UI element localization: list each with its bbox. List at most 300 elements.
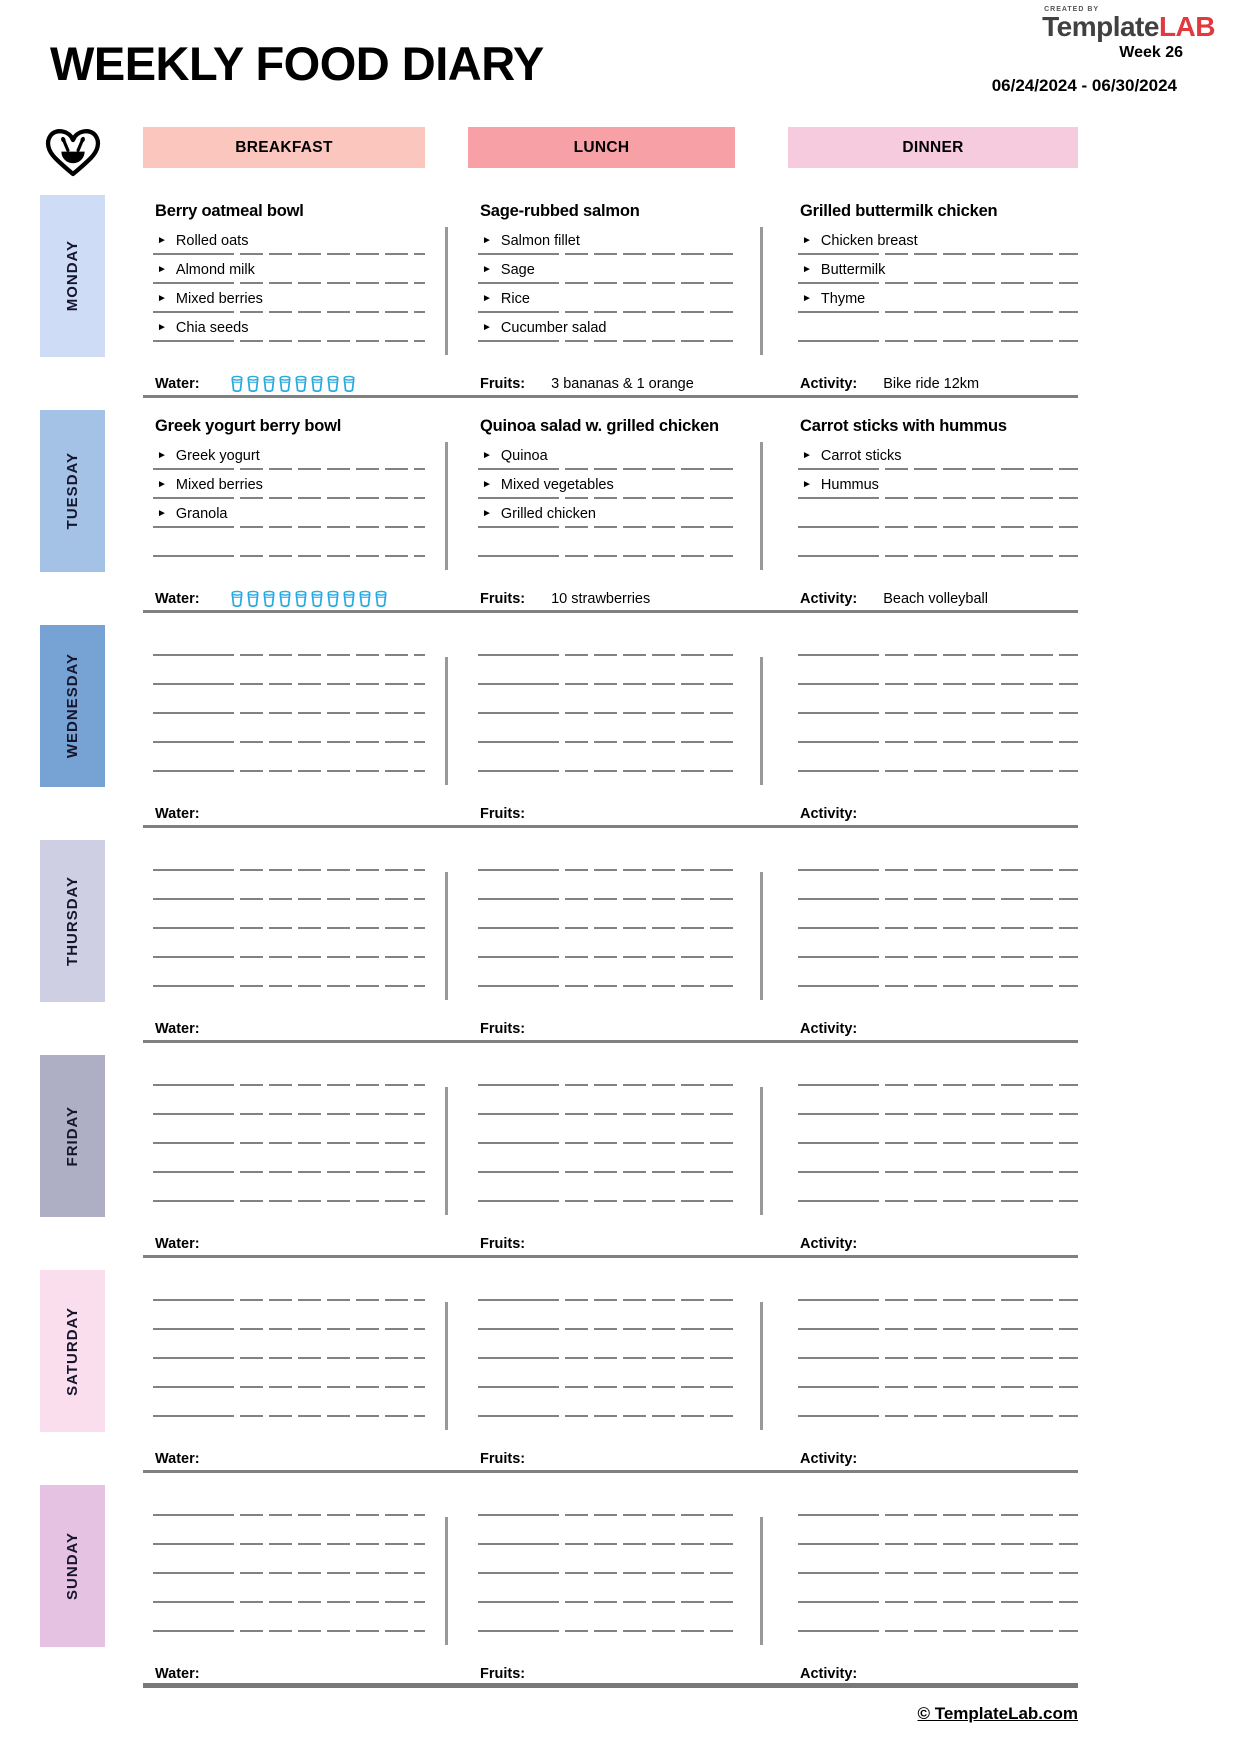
column-divider [445, 872, 448, 1000]
bullet-icon: ► [157, 449, 167, 461]
column-header-row [40, 127, 1078, 168]
meal-entry-line[interactable] [800, 226, 1078, 255]
meal-item: Granola [175, 505, 228, 522]
day-label: SUNDAY [64, 1532, 81, 1600]
day-row-tuesday [40, 398, 1078, 613]
day-row-monday [40, 183, 1078, 398]
meal-entry-line[interactable] [155, 499, 425, 528]
breakfast-cell [143, 197, 425, 355]
meal-entry-line[interactable] [480, 929, 735, 958]
water-glass-icon [310, 590, 324, 608]
water-glass-icon [342, 590, 356, 608]
meal-entry-line[interactable] [155, 1330, 425, 1359]
blank-entry-line[interactable] [480, 842, 735, 871]
meal-entry-line[interactable] [480, 1359, 735, 1388]
day-label: SATURDAY [64, 1306, 81, 1396]
blank-entry-line[interactable] [800, 842, 1078, 871]
dinner-cell [788, 412, 1078, 570]
day-tab-tuesday [40, 410, 105, 572]
water-cell [143, 1451, 425, 1467]
lunch-cell [468, 1487, 735, 1645]
water-label: Water: [155, 591, 200, 607]
day-tab-saturday [40, 1270, 105, 1432]
day-tab-wednesday [40, 625, 105, 787]
bullet-icon: ► [802, 263, 812, 275]
activity-cell [788, 1236, 1078, 1252]
water-cell [143, 375, 425, 393]
dinner-cell [788, 197, 1078, 355]
meal-entry-line[interactable] [800, 1086, 1078, 1115]
meal-entry-line[interactable] [155, 470, 425, 499]
day-content [143, 828, 1078, 1043]
meal-entry-line[interactable] [155, 1359, 425, 1388]
bullet-icon: ► [482, 292, 492, 304]
blank-entry-line[interactable] [480, 627, 735, 656]
meal-entry-line[interactable] [155, 1115, 425, 1144]
meal-title: Grilled buttermilk chicken [800, 202, 998, 220]
fruits-label: Fruits: [480, 1021, 526, 1037]
day-content [143, 398, 1078, 613]
meal-item: Cucumber salad [500, 319, 607, 336]
breakfast-cell [143, 1057, 425, 1215]
blank-entry-line[interactable] [155, 627, 425, 656]
created-by-label: CREATED BY [1044, 6, 1100, 13]
info-row [143, 801, 1078, 827]
meal-title: Sage-rubbed salmon [480, 202, 640, 220]
meal-entry-line[interactable] [155, 1388, 425, 1417]
templatelab-credit-link[interactable]: © TemplateLab.com [917, 1704, 1078, 1723]
meal-entry-line[interactable] [155, 871, 425, 900]
water-glass-icon [246, 375, 260, 393]
bullet-icon: ► [157, 263, 167, 275]
bullet-icon: ► [802, 292, 812, 304]
column-divider [445, 1302, 448, 1430]
water-label: Water: [155, 806, 200, 822]
fruits-cell [468, 1666, 735, 1682]
fruits-cell [468, 806, 735, 822]
meal-entry-line[interactable] [800, 685, 1078, 714]
meal-entry-line[interactable] [800, 656, 1078, 685]
column-divider [760, 1087, 763, 1215]
blank-entry-line[interactable] [480, 1057, 735, 1086]
activity-value[interactable]: Beach volleyball [883, 591, 989, 607]
column-divider [760, 1302, 763, 1430]
column-divider [445, 227, 448, 355]
date-range: 06/24/2024 - 06/30/2024 [991, 76, 1177, 95]
meal-entry-line[interactable] [800, 313, 1078, 342]
blank-entry-line[interactable] [155, 1057, 425, 1086]
meal-entry-line[interactable] [155, 958, 425, 987]
water-glass-icon [374, 590, 388, 608]
meal-entry-line[interactable] [800, 1574, 1078, 1603]
page-title: WEEKLY FOOD DIARY [50, 37, 544, 90]
meal-entry-line[interactable] [800, 470, 1078, 499]
dinner-cell [788, 1272, 1078, 1430]
water-label: Water: [155, 1666, 200, 1682]
meal-entry-line[interactable] [480, 226, 735, 255]
meal-item: Rice [500, 290, 530, 307]
water-label: Water: [155, 1451, 200, 1467]
meal-entry-line[interactable] [800, 528, 1078, 557]
day-content [143, 613, 1078, 828]
blank-entry-line[interactable] [480, 1487, 735, 1516]
meal-item: Chicken breast [820, 232, 918, 249]
blank-entry-line[interactable] [800, 627, 1078, 656]
water-label: Water: [155, 1021, 200, 1037]
meal-entry-line[interactable] [480, 1144, 735, 1173]
column-divider [760, 1517, 763, 1645]
activity-label: Activity: [800, 1236, 858, 1252]
meal-entry-line[interactable] [800, 499, 1078, 528]
meal-entry-line[interactable] [155, 900, 425, 929]
info-row [143, 586, 1078, 612]
column-divider [760, 872, 763, 1000]
activity-value[interactable]: Bike ride 12km [883, 376, 980, 392]
lunch-column-header: LUNCH [468, 127, 735, 168]
meal-entry-line[interactable] [155, 313, 425, 342]
day-content [143, 1258, 1078, 1473]
bullet-icon: ► [157, 507, 167, 519]
water-label: Water: [155, 1236, 200, 1252]
dinner-cell [788, 1057, 1078, 1215]
bullet-icon: ► [482, 507, 492, 519]
meal-entry-line[interactable] [480, 1173, 735, 1202]
meal-entry-line[interactable] [800, 958, 1078, 987]
meal-title: Berry oatmeal bowl [155, 202, 304, 220]
heart-bowl-icon [40, 127, 105, 181]
blank-entry-line[interactable] [800, 1057, 1078, 1086]
meal-entry-line[interactable] [800, 284, 1078, 313]
dinner-cell [788, 1487, 1078, 1645]
day-label: WEDNESDAY [64, 653, 81, 759]
water-glass-icon [326, 590, 340, 608]
bullet-icon: ► [157, 478, 167, 490]
lunch-cell [468, 197, 735, 355]
activity-label: Activity: [800, 591, 858, 607]
meals-grid [143, 1057, 1078, 1215]
info-row [143, 371, 1078, 397]
lunch-cell [468, 412, 735, 570]
meal-entry-line[interactable] [155, 714, 425, 743]
blank-entry-line[interactable] [800, 1487, 1078, 1516]
meal-entry-line[interactable] [480, 441, 735, 470]
column-divider [445, 657, 448, 785]
water-glass-icon [230, 375, 244, 393]
bullet-icon: ► [482, 321, 492, 333]
day-label: MONDAY [64, 240, 81, 312]
meal-entry-line[interactable] [800, 255, 1078, 284]
lunch-cell [468, 1057, 735, 1215]
brand-primary-text: Template [1042, 11, 1159, 42]
fruits-cell [468, 1236, 735, 1252]
meals-grid [143, 627, 1078, 785]
fruits-cell [468, 376, 735, 392]
meal-entry-line[interactable] [480, 1115, 735, 1144]
day-row-thursday [40, 828, 1078, 1043]
blank-entry-line[interactable] [155, 1272, 425, 1301]
meal-entry-line[interactable] [155, 528, 425, 557]
day-row-friday [40, 1043, 1078, 1258]
bullet-icon: ► [157, 292, 167, 304]
day-label: TUESDAY [64, 452, 81, 530]
meal-entry-line[interactable] [800, 1330, 1078, 1359]
meal-title: Quinoa salad w. grilled chicken [480, 417, 719, 435]
day-rows [40, 183, 1078, 1688]
meal-entry-line[interactable] [800, 1516, 1078, 1545]
fruits-label: Fruits: [480, 1666, 526, 1682]
meal-entry-line[interactable] [155, 1173, 425, 1202]
meal-entry-line[interactable] [155, 226, 425, 255]
breakfast-cell [143, 412, 425, 570]
page-header [0, 0, 1240, 127]
meal-entry-line[interactable] [155, 1545, 425, 1574]
meal-item: Buttermilk [820, 261, 886, 278]
brand-block [992, 6, 1215, 96]
meals-grid [143, 842, 1078, 1000]
bullet-icon: ► [482, 478, 492, 490]
fruits-cell [468, 1451, 735, 1467]
meal-entry-line[interactable] [800, 743, 1078, 772]
fruits-value[interactable]: 10 strawberries [551, 591, 651, 607]
meal-item: Quinoa [500, 447, 548, 464]
activity-cell [788, 591, 1078, 607]
diary-grid [40, 127, 1078, 1688]
meals-grid [143, 1272, 1078, 1430]
meal-entry-line[interactable] [480, 656, 735, 685]
meal-title: Carrot sticks with hummus [800, 417, 1007, 435]
water-label: Water: [155, 376, 200, 392]
meal-entry-line[interactable] [480, 958, 735, 987]
week-number: Week 26 [1119, 44, 1183, 61]
meal-entry-line[interactable] [480, 255, 735, 284]
water-glass-icon [278, 375, 292, 393]
day-content [143, 1043, 1078, 1258]
meal-entry-line[interactable] [480, 470, 735, 499]
lunch-cell [468, 627, 735, 785]
water-glass-icon [278, 590, 292, 608]
column-divider [760, 657, 763, 785]
bullet-icon: ► [482, 234, 492, 246]
info-row [143, 1231, 1078, 1257]
column-divider [445, 442, 448, 570]
meal-item: Almond milk [175, 261, 255, 278]
day-row-sunday [40, 1473, 1078, 1688]
meal-item: Hummus [820, 476, 879, 493]
bullet-icon: ► [157, 321, 167, 333]
column-divider [445, 1517, 448, 1645]
bullet-icon: ► [482, 449, 492, 461]
meal-entry-line[interactable] [155, 656, 425, 685]
meal-entry-line[interactable] [480, 900, 735, 929]
fruits-label: Fruits: [480, 806, 526, 822]
water-glasses[interactable] [230, 590, 388, 608]
day-tab-monday [40, 195, 105, 357]
meal-entry-line[interactable] [800, 441, 1078, 470]
day-row-saturday [40, 1258, 1078, 1473]
dinner-column-header: DINNER [788, 127, 1078, 168]
meal-entry-line[interactable] [800, 929, 1078, 958]
bullet-icon: ► [802, 234, 812, 246]
page-footer [143, 1688, 1078, 1724]
meal-entry-line[interactable] [480, 528, 735, 557]
water-glass-icon [326, 375, 340, 393]
meal-item: Mixed berries [175, 290, 263, 307]
meal-item: Carrot sticks [820, 447, 902, 464]
dinner-cell [788, 627, 1078, 785]
meal-entry-line[interactable] [800, 900, 1078, 929]
activity-cell [788, 376, 1078, 392]
day-tab-thursday [40, 840, 105, 1002]
breakfast-cell [143, 1272, 425, 1430]
day-tab-sunday [40, 1485, 105, 1647]
day-row-wednesday [40, 613, 1078, 828]
meals-grid [143, 412, 1078, 570]
blank-entry-line[interactable] [155, 842, 425, 871]
info-row [143, 1016, 1078, 1042]
meal-entry-line[interactable] [480, 714, 735, 743]
day-content [143, 1473, 1078, 1688]
bullet-icon: ► [157, 234, 167, 246]
meal-title: Greek yogurt berry bowl [155, 417, 342, 435]
templatelab-logo [1042, 6, 1215, 41]
lunch-cell [468, 842, 735, 1000]
water-glass-icon [342, 375, 356, 393]
water-glasses[interactable] [230, 375, 356, 393]
water-cell [143, 1021, 425, 1037]
day-label: THURSDAY [64, 876, 81, 966]
meal-entry-line[interactable] [800, 1115, 1078, 1144]
meal-item: Greek yogurt [175, 447, 260, 464]
day-content [143, 183, 1078, 398]
fruits-label: Fruits: [480, 376, 526, 392]
breakfast-cell [143, 627, 425, 785]
water-cell [143, 590, 425, 608]
meal-entry-line[interactable] [480, 1574, 735, 1603]
bullet-icon: ► [802, 478, 812, 490]
water-glass-icon [246, 590, 260, 608]
meal-entry-line[interactable] [480, 1301, 735, 1330]
activity-cell [788, 1451, 1078, 1467]
meals-grid [143, 1487, 1078, 1645]
column-divider [445, 1087, 448, 1215]
meal-entry-line[interactable] [800, 1301, 1078, 1330]
info-row [143, 1446, 1078, 1472]
water-glass-icon [310, 375, 324, 393]
meal-entry-line[interactable] [800, 871, 1078, 900]
activity-label: Activity: [800, 1451, 858, 1467]
meal-item: Thyme [820, 290, 866, 307]
fruits-label: Fruits: [480, 1451, 526, 1467]
meal-item: Mixed vegetables [500, 476, 614, 493]
meal-entry-line[interactable] [155, 1516, 425, 1545]
meal-item: Sage [500, 261, 535, 278]
meal-entry-line[interactable] [800, 1359, 1078, 1388]
day-tab-friday [40, 1055, 105, 1217]
column-divider [760, 442, 763, 570]
dinner-cell [788, 842, 1078, 1000]
water-glass-icon [262, 375, 276, 393]
water-glass-icon [358, 590, 372, 608]
meal-entry-line[interactable] [800, 1603, 1078, 1632]
activity-label: Activity: [800, 1021, 858, 1037]
activity-cell [788, 806, 1078, 822]
meal-entry-line[interactable] [800, 714, 1078, 743]
lunch-cell [468, 1272, 735, 1430]
water-glass-icon [294, 590, 308, 608]
blank-entry-line[interactable] [155, 1487, 425, 1516]
breakfast-cell [143, 1487, 425, 1645]
water-glass-icon [230, 590, 244, 608]
water-glass-icon [294, 375, 308, 393]
meal-entry-line[interactable] [800, 1173, 1078, 1202]
meal-entry-line[interactable] [480, 1545, 735, 1574]
activity-label: Activity: [800, 1666, 858, 1682]
activity-label: Activity: [800, 806, 858, 822]
bullet-icon: ► [482, 263, 492, 275]
water-glass-icon [262, 590, 276, 608]
meal-entry-line[interactable] [155, 1144, 425, 1173]
meal-entry-line[interactable] [800, 1545, 1078, 1574]
meal-entry-line[interactable] [155, 1301, 425, 1330]
meal-entry-line[interactable] [480, 685, 735, 714]
meal-entry-line[interactable] [155, 284, 425, 313]
fruits-value[interactable]: 3 bananas & 1 orange [551, 376, 694, 392]
activity-cell [788, 1666, 1078, 1682]
day-label: FRIDAY [64, 1105, 81, 1167]
meal-item: Salmon fillet [500, 232, 580, 249]
meal-entry-line[interactable] [155, 1603, 425, 1632]
breakfast-cell [143, 842, 425, 1000]
meal-entry-line[interactable] [480, 284, 735, 313]
meal-entry-line[interactable] [800, 1388, 1078, 1417]
water-cell [143, 806, 425, 822]
meal-entry-line[interactable] [155, 685, 425, 714]
bullet-icon: ► [802, 449, 812, 461]
meal-entry-line[interactable] [480, 1516, 735, 1545]
fruits-label: Fruits: [480, 1236, 526, 1252]
meal-entry-line[interactable] [155, 929, 425, 958]
meal-entry-line[interactable] [155, 441, 425, 470]
meal-item: Grilled chicken [500, 505, 596, 522]
meal-entry-line[interactable] [480, 1603, 735, 1632]
blank-entry-line[interactable] [480, 1272, 735, 1301]
meal-entry-line[interactable] [480, 313, 735, 342]
column-divider [760, 227, 763, 355]
blank-entry-line[interactable] [800, 1272, 1078, 1301]
brand-accent-text: LAB [1158, 11, 1215, 42]
meal-entry-line[interactable] [480, 743, 735, 772]
fruits-cell [468, 1021, 735, 1037]
meal-entry-line[interactable] [155, 1574, 425, 1603]
meal-entry-line[interactable] [480, 1086, 735, 1115]
meal-entry-line[interactable] [480, 1330, 735, 1359]
row-separator [143, 1683, 1078, 1688]
meal-entry-line[interactable] [480, 499, 735, 528]
meal-item: Mixed berries [175, 476, 263, 493]
meal-entry-line[interactable] [800, 1144, 1078, 1173]
meal-entry-line[interactable] [480, 1388, 735, 1417]
meal-item: Rolled oats [175, 232, 249, 249]
breakfast-column-header: BREAKFAST [143, 127, 425, 168]
activity-cell [788, 1021, 1078, 1037]
activity-label: Activity: [800, 376, 858, 392]
meal-entry-line[interactable] [480, 871, 735, 900]
meals-grid [143, 197, 1078, 355]
meal-entry-line[interactable] [155, 743, 425, 772]
meal-item: Chia seeds [175, 319, 249, 336]
meal-entry-line[interactable] [155, 255, 425, 284]
meal-entry-line[interactable] [155, 1086, 425, 1115]
